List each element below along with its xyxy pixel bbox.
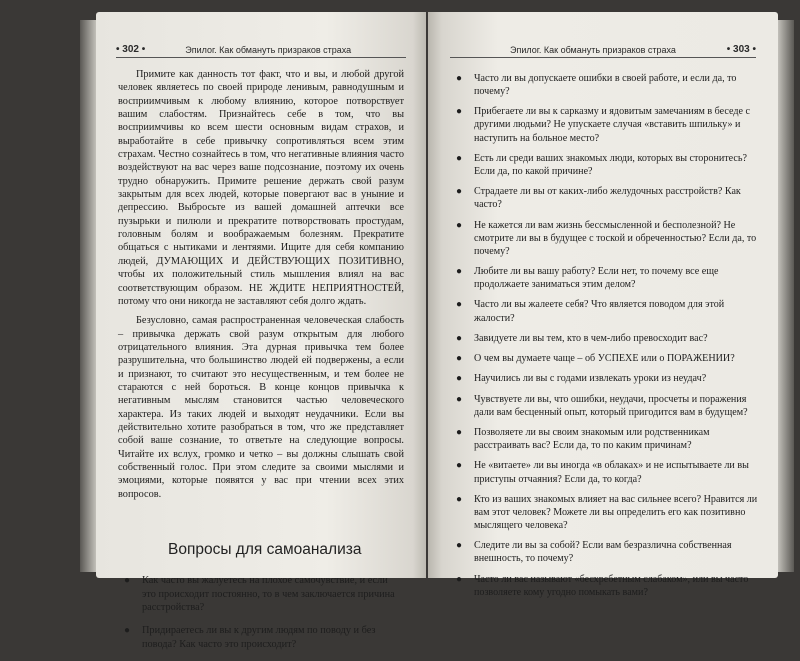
question-item xyxy=(450,459,760,485)
question-item xyxy=(118,624,404,651)
question-item xyxy=(118,574,404,614)
bullet-icon: ● xyxy=(456,573,463,585)
question-text: Не кажется ли вам жизнь бессмысленной и бесполезной? Не смотрите ли вы в будущее с тоской и обреченностью? Если да, то почему? xyxy=(474,219,757,257)
question-item xyxy=(450,105,760,144)
question-text: Как часто вы жалуетесь на плохое самочувствие, и если это происходит постоянно, то в чем заключается причина расстройства? xyxy=(142,575,395,614)
paragraph: Примите как данность тот факт, что и вы, и любой другой человек являетесь по своей природе ленивым, равнодушным и восприимчивым к любому влиянию, которое потворствует вашим слабостям. Признайтесь себе в том, что вы восприимчивы ко всем шести основным видам страхов, и выработайте в себе привычку сопротивляться всем этим страхам. Честно сознайтесь в том, что негативные влияния часто воздействуют на вас через ваше подсознание, поэтому их очень трудно обнаружить. Примите решение держать свой разум закрытым для всех людей, которые повергают вас в уныние и депрессию. Выбросьте из вашей домашней аптечки все пузырьки и пилюли и прекратите потворствовать простудам, головным болям и воображаемым болезням. Прекратите общаться с нытиками и лентяями. Ищите для себя компанию людей, ДУМАЮЩИХ И ДЕЙСТВУЮЩИХ ПОЗИТИВНО, чтобы их положительный стиль мышления влиял на вас соответствующим образом. НЕ ЖДИТЕ НЕПРИЯТНОСТЕЙ, потому что они никогда не заставляют себя долго ждать. xyxy=(118,69,404,307)
question-text: Придираетесь ли вы к другим людям по поводу и без повода? Как часто это происходит? xyxy=(142,625,376,650)
bullet-icon: ● xyxy=(456,460,463,472)
bullet-icon: ● xyxy=(124,625,131,637)
bullet-icon: ● xyxy=(124,575,131,587)
question-text: Часто ли вы допускаете ошибки в своей работе, и если да, то почему? xyxy=(474,73,737,98)
question-text: Любите ли вы вашу работу? Если нет, то почему все еще продолжаете заниматься этим делом? xyxy=(474,266,719,291)
bullet-icon: ● xyxy=(456,332,463,344)
question-text: Есть ли среди ваших знакомых люди, которых вы сторонитесь? Если да, по какой причине? xyxy=(474,152,747,177)
bullet-icon: ● xyxy=(456,540,463,552)
question-list xyxy=(118,574,404,651)
question-text: Страдаете ли вы от каких-либо желудочных расстройств? Как часто? xyxy=(474,186,741,211)
question-text: Часто ли вас называют «бесхребетным слабаком», или вы часто позволяете кому угодно помыкать вами? xyxy=(474,573,749,598)
question-item xyxy=(450,372,760,385)
question-text: Завидуете ли вы тем, кто в чем-либо превосходит вас? xyxy=(474,332,708,344)
question-text: Кто из ваших знакомых влияет на вас сильнее всего? Нравится ли вам этот человек? Можете ли вы определить его как позитивно мыслящего человека? xyxy=(474,493,758,531)
right-page-header xyxy=(450,42,756,58)
right-page-edges xyxy=(776,20,794,572)
paragraph: Безусловно, самая распространенная человеческая слабость – привычка держать свой разум открытым для любого отрицательного влияния. Эта дурная привычка тем более разрушительна, что большинство людей ей подвержены, а если и признают, то считают это несущественным, и тем более не стараются с ней бороться. В конце концов привычка к негативным мыслям становится частью человеческого характера. Из таких людей и выходят неудачники. Если вы действительно хотите разобраться в том, что же представляет собой ваше сознание, то ответьте на следующие вопросы. Читайте их вслух, громко и четко – вы должны слышать свой собственный голос. При этом следите за своими мыслями и эмоциями, которые появятся у вас при чтении всех этих вопросов. xyxy=(118,315,404,500)
bullet-icon: ● xyxy=(456,427,463,439)
question-item xyxy=(450,493,760,532)
left-page-body xyxy=(118,68,404,661)
right-page xyxy=(428,12,778,598)
question-item xyxy=(450,265,760,291)
bullet-icon: ● xyxy=(456,493,463,505)
bullet-icon: ● xyxy=(456,186,463,198)
bullet-icon: ● xyxy=(456,266,463,278)
bullet-icon: ● xyxy=(456,152,463,164)
question-text: Не «витаете» ли вы иногда «в облаках» и не испытываете ли вы приступы отчаяния? Если да, то когда? xyxy=(474,460,749,485)
question-text: Научились ли вы с годами извлекать уроки из неудач? xyxy=(474,373,707,385)
running-head: Эпилог. Как обмануть призраков страха xyxy=(185,45,352,55)
question-item xyxy=(450,72,760,98)
question-item xyxy=(450,393,760,419)
question-text: Следите ли вы за собой? Если вам безразлична собственная внешность, то почему? xyxy=(474,540,732,565)
page-number: • 302 • xyxy=(116,44,146,55)
question-item xyxy=(450,298,760,324)
question-item xyxy=(450,185,760,211)
question-item xyxy=(450,219,760,258)
bullet-icon: ● xyxy=(456,219,463,231)
question-item xyxy=(450,573,760,599)
question-item xyxy=(450,152,760,178)
bullet-icon: ● xyxy=(456,73,463,84)
bullet-icon: ● xyxy=(456,373,463,385)
left-page-header xyxy=(116,42,406,58)
running-head: Эпилог. Как обмануть призраков страха xyxy=(510,45,676,55)
bullet-icon: ● xyxy=(456,106,463,118)
question-item xyxy=(450,332,760,345)
question-item xyxy=(450,539,760,565)
bullet-icon: ● xyxy=(456,353,463,365)
right-page-body xyxy=(450,72,760,606)
question-item xyxy=(450,426,760,452)
question-text: О чем вы думаете чаще – об УСПЕХЕ или о ПОРАЖЕНИИ? xyxy=(474,353,735,365)
question-text: Часто ли вы жалеете себя? Что является поводом для этой жалости? xyxy=(474,299,725,324)
question-item xyxy=(450,352,760,365)
question-list xyxy=(450,72,760,599)
bullet-icon: ● xyxy=(456,393,463,405)
question-text: Прибегаете ли вы к сарказму и ядовитым замечаниям в беседе с другими людьми? Не упускаете случая «вставить шпильку» и наступить на больное место? xyxy=(474,106,750,144)
page-number: • 303 • xyxy=(726,44,756,55)
question-text: Чувствуете ли вы, что ошибки, неудачи, просчеты и поражения дали вам бесценный опыт, который пригодится вам в будущем? xyxy=(474,393,748,418)
section-title: Вопросы для самоанализа xyxy=(168,541,362,558)
question-text: Позволяете ли вы своим знакомым или родственникам расстраивать вас? Если да, то по каким причинам? xyxy=(474,427,710,452)
left-page xyxy=(96,12,426,650)
bullet-icon: ● xyxy=(456,299,463,311)
